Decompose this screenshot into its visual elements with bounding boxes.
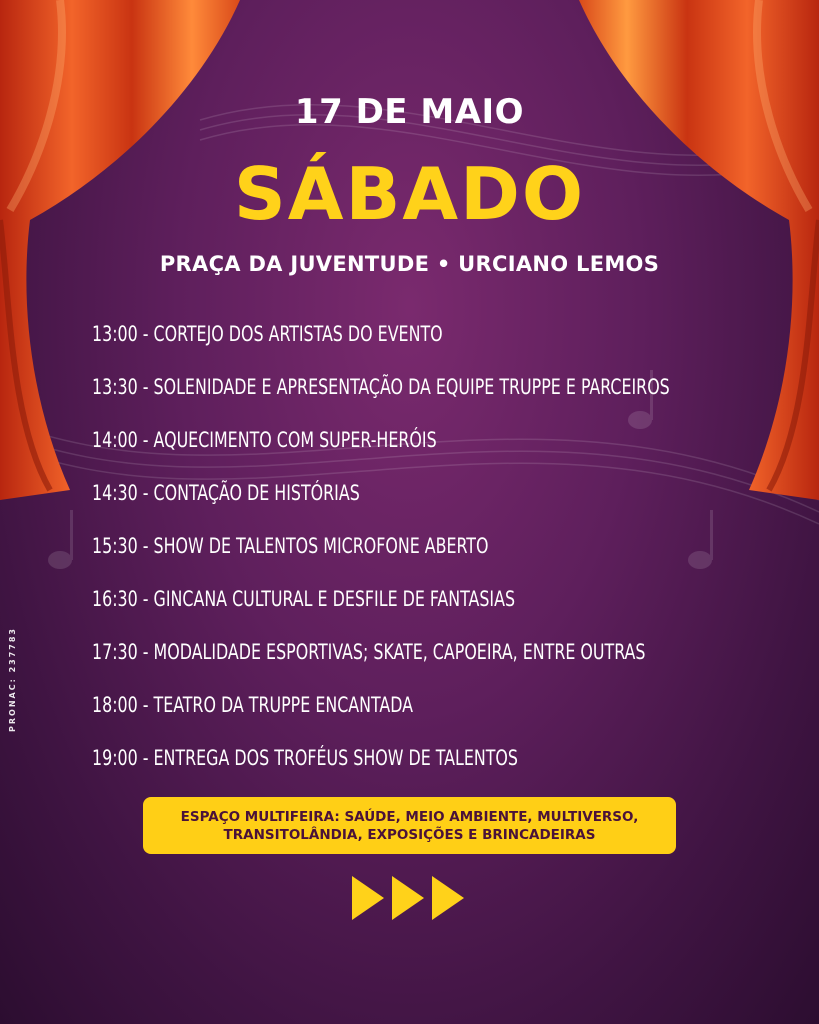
event-date: 17 DE MAIO	[294, 92, 525, 132]
schedule-item: 13:30 - SOLENIDADE E APRESENTAÇÃO DA EQUIPE TRUPPE E PARCEIROS	[92, 375, 670, 399]
schedule-item: 14:00 - AQUECIMENTO COM SUPER-HERÓIS	[92, 428, 437, 452]
banner-line-2: TRANSITOLÂNDIA, EXPOSIÇÕES E BRINCADEIRAS	[223, 826, 596, 843]
schedule-item: 18:00 - TEATRO DA TRUPPE ENCANTADA	[92, 693, 413, 717]
event-venue: PRAÇA DA JUVENTUDE • URCIANO LEMOS	[159, 252, 660, 276]
multifeira-banner	[143, 797, 676, 854]
event-day: SÁBADO	[233, 152, 586, 236]
triple-play-arrows-icon	[352, 873, 467, 923]
banner-line-1: ESPAÇO MULTIFEIRA: SAÚDE, MEIO AMBIENTE, MULTIVERSO,	[180, 808, 639, 825]
schedule-item: 15:30 - SHOW DE TALENTOS MICROFONE ABERTO	[92, 534, 489, 558]
schedule-item: 19:00 - ENTREGA DOS TROFÉUS SHOW DE TALENTOS	[92, 746, 518, 770]
schedule-item: 16:30 - GINCANA CULTURAL E DESFILE DE FANTASIAS	[92, 587, 516, 611]
schedule-item: 13:00 - CORTEJO DOS ARTISTAS DO EVENTO	[92, 322, 443, 346]
schedule-item: 17:30 - MODALIDADE ESPORTIVAS; SKATE, CAPOEIRA, ENTRE OUTRAS	[92, 640, 646, 664]
schedule-list	[92, 318, 792, 795]
schedule-item: 14:30 - CONTAÇÃO DE HISTÓRIAS	[92, 481, 360, 505]
pronac-code: PRONAC: 237783	[8, 627, 17, 732]
